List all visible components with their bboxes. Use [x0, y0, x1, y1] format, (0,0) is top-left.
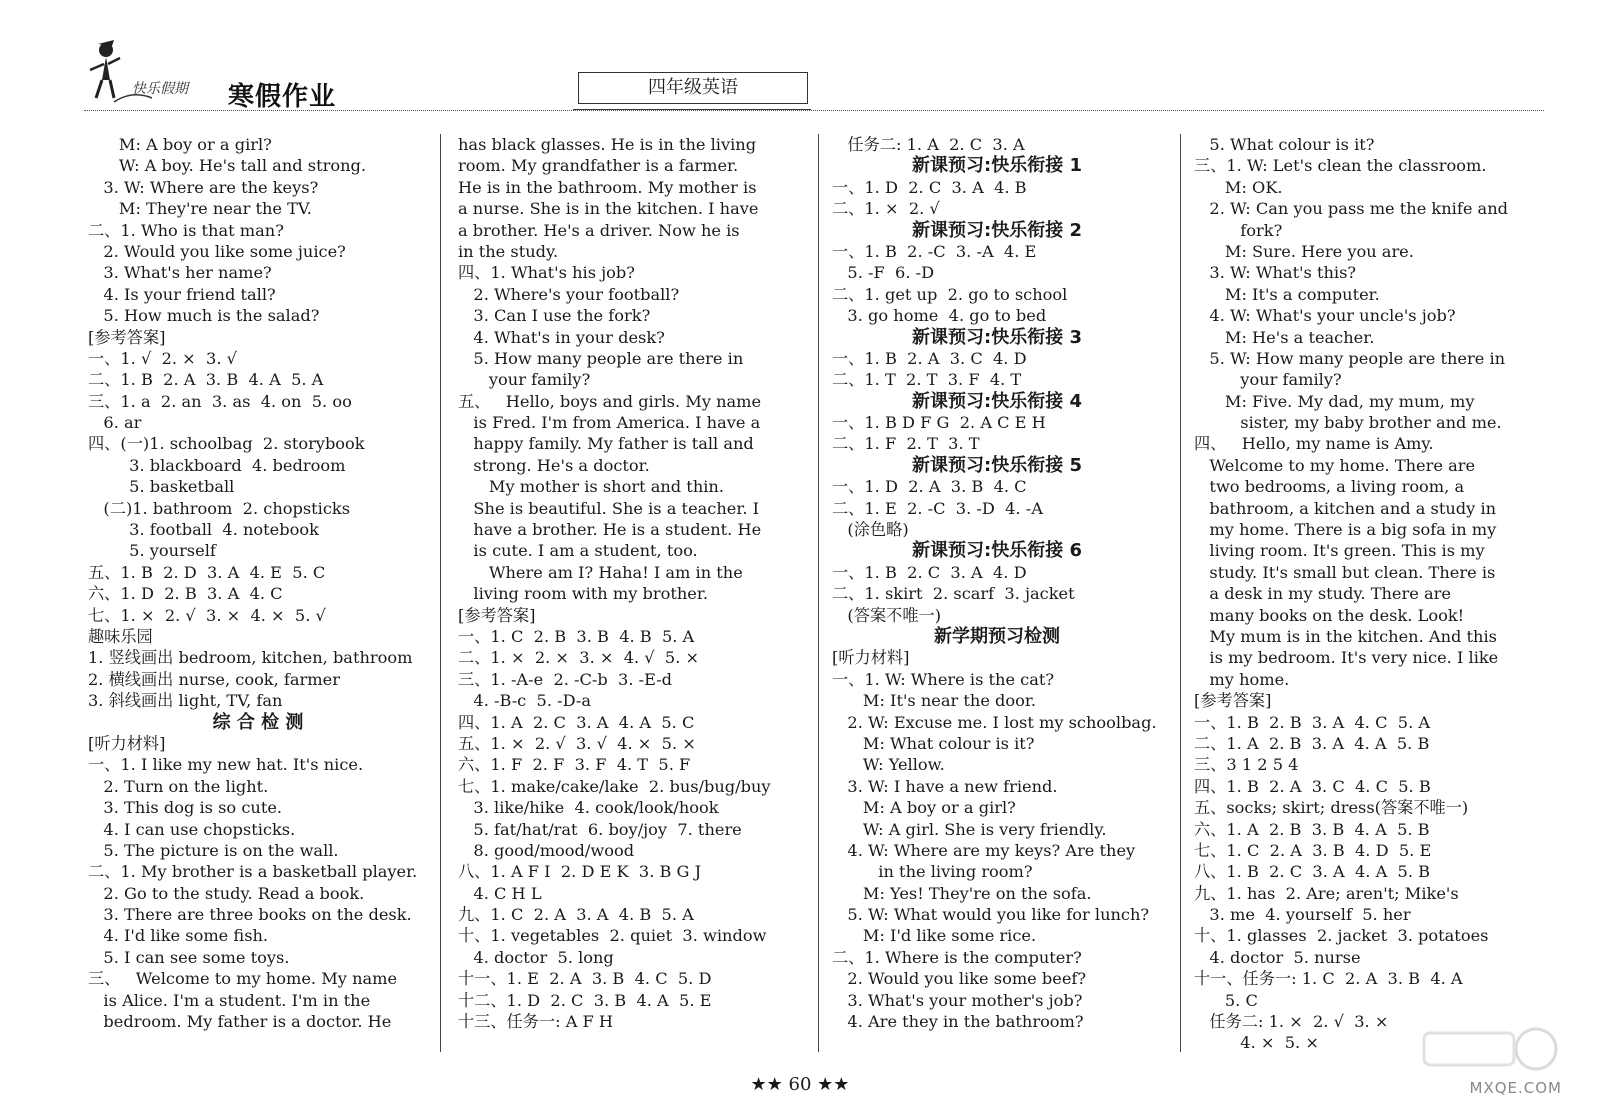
- answer-line: 2. W: Excuse me. I lost my schoolbag.: [832, 712, 1157, 732]
- answer-line: 5. How many people are there in: [458, 348, 744, 368]
- answer-line: M: He's a teacher.: [1194, 327, 1375, 347]
- answer-line: 3. 斜线画出 light, TV, fan: [88, 691, 283, 711]
- answer-line: living room. It's green. This is my: [1194, 541, 1485, 561]
- answer-line: 3. me 4. yourself 5. her: [1194, 905, 1411, 925]
- answer-line: in the living room?: [832, 862, 1033, 882]
- column-divider: [818, 134, 819, 1052]
- answer-line: 七、1. × 2. √ 3. × 4. × 5. √: [88, 605, 326, 625]
- section-heading: 新课预习:快乐衔接 5: [912, 454, 1082, 476]
- answer-line: 五、1. × 2. √ 3. √ 4. × 5. ×: [458, 733, 696, 753]
- answer-line: room. My grandfather is a farmer.: [458, 156, 739, 176]
- answer-line: 4. What's in your desk?: [458, 327, 665, 347]
- answer-line: She is beautiful. She is a teacher. I: [458, 498, 760, 518]
- answer-line: 5. -F 6. -D: [832, 263, 935, 283]
- answer-line: 8. good/mood/wood: [458, 840, 635, 860]
- answer-line: 二、1. T 2. T 3. F 4. T: [832, 370, 1022, 390]
- answer-line: in the study.: [458, 241, 559, 261]
- answer-line: 十一、任务一: 1. C 2. A 3. B 4. A: [1194, 969, 1463, 989]
- answer-line: 二、1. × 2. × 3. × 4. √ 5. ×: [458, 648, 700, 668]
- answer-line: 一、1. D 2. C 3. A 4. B: [832, 177, 1027, 197]
- answer-line: 一、1. √ 2. × 3. √: [88, 348, 237, 368]
- answer-line: 5. fat/hat/rat 6. boy/joy 7. there: [458, 819, 742, 839]
- answer-line: 5. How much is the salad?: [88, 306, 320, 326]
- answer-line: 七、1. C 2. A 3. B 4. D 5. E: [1194, 840, 1432, 860]
- answer-line: M: It's near the door.: [832, 691, 1037, 711]
- answer-line: 二、1. F 2. T 3. T: [832, 434, 980, 454]
- answer-line: W: Yellow.: [832, 755, 945, 775]
- answer-line: 四、1. A 2. C 3. A 4. A 5. C: [458, 712, 695, 732]
- answer-line: living room with my brother.: [458, 584, 708, 604]
- answer-line: 四、1. What's his job?: [458, 263, 635, 283]
- answer-line: 5. W: What would you like for lunch?: [832, 905, 1150, 925]
- grade-subject-label: 四年级英语: [578, 72, 808, 104]
- answer-line: 五、1. B 2. D 3. A 4. E 5. C: [88, 562, 326, 582]
- answer-line: [参考答案]: [1194, 691, 1272, 711]
- answer-line: my home. There is a big sofa in my: [1194, 520, 1497, 540]
- answer-line: 二、1. skirt 2. scarf 3. jacket: [832, 584, 1075, 604]
- answer-line: 趣味乐园: [88, 626, 153, 646]
- answer-line: (答案不唯一): [832, 605, 942, 625]
- answer-line: 3. W: What's this?: [1194, 263, 1357, 283]
- answer-line: 十一、1. E 2. A 3. B 4. C 5. D: [458, 969, 712, 989]
- answer-line: 3. W: Where are the keys?: [88, 177, 319, 197]
- answer-line: [参考答案]: [458, 605, 536, 625]
- answer-line: (涂色略): [832, 520, 909, 540]
- answer-line: 4. I can use chopsticks.: [88, 819, 296, 839]
- answer-line: a nurse. She is in the kitchen. I have: [458, 199, 759, 219]
- answer-line: (二)1. bathroom 2. chopsticks: [88, 498, 351, 518]
- answer-line: study. It's small but clean. There is: [1194, 562, 1496, 582]
- answer-line: 4. doctor 5. nurse: [1194, 947, 1361, 967]
- section-heading: 新课预习:快乐衔接 3: [912, 326, 1082, 348]
- answer-line: 一、1. D 2. A 3. B 4. C: [832, 477, 1027, 497]
- answer-line: 2. Would you like some juice?: [88, 241, 346, 261]
- answer-line: M: Five. My dad, my mum, my: [1194, 391, 1475, 411]
- answer-line: happy family. My father is tall and: [458, 434, 754, 454]
- answer-line: strong. He's a doctor.: [458, 455, 650, 475]
- answer-line: 二、1. get up 2. go to school: [832, 284, 1068, 304]
- answer-line: 3. Can I use the fork?: [458, 306, 651, 326]
- answer-line: 2. W: Can you pass me the knife and: [1194, 199, 1508, 219]
- answer-line: He is in the bathroom. My mother is: [458, 177, 757, 197]
- answer-line: 十、1. vegetables 2. quiet 3. window: [458, 926, 767, 946]
- answer-column-2: [458, 134, 798, 1032]
- answer-column-4: [1194, 134, 1554, 1054]
- answer-line: 3. blackboard 4. bedroom: [88, 455, 346, 475]
- answer-line: 任务二: 1. A 2. C 3. A: [832, 135, 1025, 154]
- answer-line: 2. Turn on the light.: [88, 776, 269, 796]
- answer-line: 五、 Hello, boys and girls. My name: [458, 391, 762, 411]
- answer-line: 二、1. × 2. √: [832, 199, 940, 219]
- answer-line: 一、1. B 2. B 3. A 4. C 5. A: [1194, 712, 1431, 732]
- answer-line: M: Yes! They're on the sofa.: [832, 883, 1092, 903]
- answer-line: 3. like/hike 4. cook/look/hook: [458, 798, 719, 818]
- answer-line: 六、1. A 2. B 3. B 4. A 5. B: [1194, 819, 1430, 839]
- answer-line: 2. Go to the study. Read a book.: [88, 883, 365, 903]
- answer-line: 一、1. B 2. A 3. C 4. D: [832, 348, 1027, 368]
- brand-title: 寒假作业: [228, 82, 337, 112]
- section-heading: 新课预习:快乐衔接 2: [912, 219, 1082, 241]
- answer-line: 4. × 5. ×: [1194, 1033, 1319, 1053]
- answer-line: 3. W: I have a new friend.: [832, 776, 1058, 796]
- answer-line: 5. basketball: [88, 477, 235, 497]
- answer-line: my home.: [1194, 669, 1290, 689]
- answer-line: 十、1. glasses 2. jacket 3. potatoes: [1194, 926, 1489, 946]
- answer-line: My mum is in the kitchen. And this: [1194, 626, 1497, 646]
- answer-line: have a brother. He is a student. He: [458, 520, 762, 540]
- section-heading: 新课预习:快乐衔接 6: [912, 540, 1082, 562]
- answer-line: 3. There are three books on the desk.: [88, 905, 412, 925]
- answer-line: bedroom. My father is a doctor. He: [88, 1012, 392, 1032]
- answer-line: 4. Are they in the bathroom?: [832, 1012, 1084, 1032]
- answer-line: 5. What colour is it?: [1194, 135, 1375, 154]
- answer-line: M: I'd like some rice.: [832, 926, 1037, 946]
- answer-line: M: OK.: [1194, 177, 1283, 197]
- answer-line: 四、1. B 2. A 3. C 4. C 5. B: [1194, 776, 1431, 796]
- answer-line: M: Sure. Here you are.: [1194, 241, 1414, 261]
- answer-line: 九、1. has 2. Are; aren't; Mike's: [1194, 883, 1459, 903]
- header-divider: [84, 110, 1544, 111]
- answer-line: 3. go home 4. go to bed: [832, 306, 1047, 326]
- answer-line: 七、1. make/cake/lake 2. bus/bug/buy: [458, 776, 771, 796]
- answer-line: 三、3 1 2 5 4: [1194, 755, 1299, 775]
- brand-script-text: 快乐假期: [132, 81, 188, 97]
- answer-line: 5. The picture is on the wall.: [88, 840, 339, 860]
- answer-line: a desk in my study. There are: [1194, 584, 1451, 604]
- answer-line: M: They're near the TV.: [88, 199, 312, 219]
- answer-line: 3. What's her name?: [88, 263, 272, 283]
- answer-line: 二、1. E 2. -C 3. -D 4. -A: [832, 498, 1043, 518]
- answer-line: has black glasses. He is in the living: [458, 135, 757, 154]
- answer-line: 二、1. B 2. A 3. B 4. A 5. A: [88, 370, 324, 390]
- answer-line: two bedrooms, a living room, a: [1194, 477, 1465, 497]
- answer-line: bathroom, a kitchen and a study in: [1194, 498, 1497, 518]
- answer-line: 4. -B-c 5. -D-a: [458, 691, 591, 711]
- answer-line: Welcome to my home. There are: [1194, 455, 1476, 475]
- section-heading: 新课预习:快乐衔接 1: [912, 155, 1082, 177]
- answer-line: 5. W: How many people are there in: [1194, 348, 1506, 368]
- answer-line: [听力材料]: [832, 648, 910, 668]
- answer-line: a brother. He's a driver. Now he is: [458, 220, 740, 240]
- answer-line: 三、1. -A-e 2. -C-b 3. -E-d: [458, 669, 673, 689]
- answer-line: 六、1. D 2. B 3. A 4. C: [88, 584, 283, 604]
- answer-line: 4. W: What's your uncle's job?: [1194, 306, 1456, 326]
- answer-line: many books on the desk. Look!: [1194, 605, 1465, 625]
- answer-line: 三、1. W: Let's clean the classroom.: [1194, 156, 1487, 176]
- answer-line: 八、1. B 2. C 3. A 4. A 5. B: [1194, 862, 1431, 882]
- answer-line: is my bedroom. It's very nice. I like: [1194, 648, 1499, 668]
- answer-line: Where am I? Haha! I am in the: [458, 562, 743, 582]
- answer-line: 一、1. B D F G 2. A C E H: [832, 413, 1046, 433]
- answer-line: 任务二: 1. × 2. √ 3. ×: [1194, 1012, 1389, 1032]
- answer-line: 二、1. Who is that man?: [88, 220, 284, 240]
- answer-line: M: What colour is it?: [832, 733, 1035, 753]
- answer-line: 一、1. B 2. C 3. A 4. D: [832, 562, 1027, 582]
- answer-line: W: A girl. She is very friendly.: [832, 819, 1107, 839]
- answer-line: 1. 竖线画出 bedroom, kitchen, bathroom: [88, 648, 413, 668]
- answer-line: 六、1. F 2. F 3. F 4. T 5. F: [458, 755, 691, 775]
- answer-line: 五、socks; skirt; dress(答案不唯一): [1194, 798, 1469, 818]
- answer-line: 二、1. My brother is a basketball player.: [88, 862, 418, 882]
- answer-line: 2. Would you like some beef?: [832, 969, 1087, 989]
- answer-line: fork?: [1194, 220, 1283, 240]
- answer-line: M: A boy or a girl?: [88, 135, 272, 154]
- answer-line: 5. I can see some toys.: [88, 947, 290, 967]
- answer-line: 4. W: Where are my keys? Are they: [832, 840, 1136, 860]
- answer-line: 2. Where's your football?: [458, 284, 680, 304]
- answer-line: 6. ar: [88, 413, 142, 433]
- answer-column-3: [832, 134, 1162, 1032]
- page-number: ★★ 60 ★★: [750, 1074, 850, 1095]
- answer-line: 一、1. B 2. -C 3. -A 4. E: [832, 241, 1037, 261]
- answer-line: 十二、1. D 2. C 3. B 4. A 5. E: [458, 990, 712, 1010]
- answer-line: 2. 横线画出 nurse, cook, farmer: [88, 669, 340, 689]
- answer-line: sister, my baby brother and me.: [1194, 413, 1502, 433]
- answer-line: 四、 Hello, my name is Amy.: [1194, 434, 1434, 454]
- answer-column-1: [88, 134, 428, 1032]
- answer-line: 八、1. A F I 2. D E K 3. B G J: [458, 862, 702, 882]
- page-header: [0, 0, 1600, 110]
- answer-line: 三、 Welcome to my home. My name: [88, 969, 398, 989]
- answer-line: 一、1. I like my new hat. It's nice.: [88, 755, 364, 775]
- section-heading: 新学期预习检测: [934, 625, 1060, 647]
- answer-line: 二、1. A 2. B 3. A 4. A 5. B: [1194, 733, 1430, 753]
- answer-line: 4. Is your friend tall?: [88, 284, 276, 304]
- answer-line: 三、1. a 2. an 3. as 4. on 5. oo: [88, 391, 352, 411]
- answer-line: 3. What's your mother's job?: [832, 990, 1083, 1010]
- answer-line: your family?: [458, 370, 591, 390]
- answer-line: 4. I'd like some fish.: [88, 926, 269, 946]
- answer-line: 一、1. C 2. B 3. B 4. B 5. A: [458, 626, 695, 646]
- answer-line: 5. yourself: [88, 541, 216, 561]
- answer-line: 3. This dog is so cute.: [88, 798, 283, 818]
- answer-line: 十三、任务一: A F H: [458, 1012, 614, 1032]
- answer-line: is Fred. I'm from America. I have a: [458, 413, 761, 433]
- answer-line: [参考答案]: [88, 327, 166, 347]
- answer-line: W: A boy. He's tall and strong.: [88, 156, 366, 176]
- answer-line: M: It's a computer.: [1194, 284, 1380, 304]
- answer-line: 九、1. C 2. A 3. A 4. B 5. A: [458, 905, 694, 925]
- answer-line: 4. C H L: [458, 883, 542, 903]
- section-heading: 综 合 检 测: [212, 711, 304, 733]
- answer-line: is Alice. I'm a student. I'm in the: [88, 990, 371, 1010]
- answer-line: M: A boy or a girl?: [832, 798, 1016, 818]
- answer-line: your family?: [1194, 370, 1342, 390]
- answer-line: My mother is short and thin.: [458, 477, 724, 497]
- answer-line: 四、(一)1. schoolbag 2. storybook: [88, 434, 365, 454]
- watermark-text: MXQE.COM: [1469, 1079, 1562, 1097]
- answer-line: 3. football 4. notebook: [88, 520, 319, 540]
- answer-line: 5. C: [1194, 990, 1258, 1010]
- answer-line: 4. doctor 5. long: [458, 947, 614, 967]
- answer-line: 一、1. W: Where is the cat?: [832, 669, 1055, 689]
- section-heading: 新课预习:快乐衔接 4: [912, 390, 1082, 412]
- answer-line: 二、1. Where is the computer?: [832, 947, 1082, 967]
- answer-line: [听力材料]: [88, 733, 166, 753]
- column-divider: [440, 134, 441, 1052]
- answer-line: is cute. I am a student, too.: [458, 541, 698, 561]
- column-divider: [1180, 134, 1181, 1052]
